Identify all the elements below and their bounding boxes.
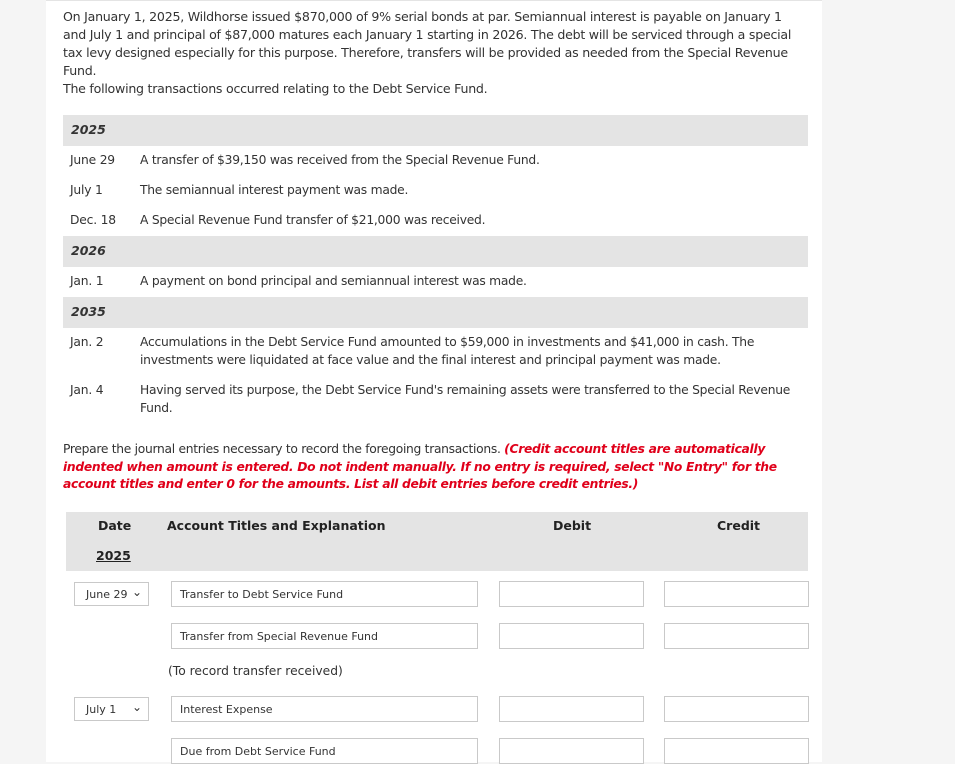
journal-header <box>66 512 808 571</box>
transactions-intro: The following transactions occurred relating to the Debt Service Fund. <box>63 81 488 96</box>
chevron-down-icon: ⌄ <box>131 700 142 714</box>
date-select-value: July 1 <box>86 703 117 716</box>
credit-input[interactable] <box>664 738 809 764</box>
year-band-2026 <box>63 236 808 267</box>
account-title-value: Transfer to Debt Service Fund <box>180 588 344 601</box>
account-title-input[interactable] <box>171 581 478 607</box>
transaction-date: Jan. 2 <box>70 335 104 349</box>
transaction-date: July 1 <box>70 183 103 197</box>
problem-statement: On January 1, 2025, Wildhorse issued $870,000 of 9% serial bonds at par. Semiannual interest is payable on January 1 and July 1 and principal of $87,000 matures each January 1 starting in 2026. The debt will be serviced through a special tax levy designed especially for this purpose. Therefore, transfers will be provided as needed from the Special Revenue Fund. <box>63 9 792 78</box>
debit-input[interactable] <box>499 738 644 764</box>
date-select-value: June 29 <box>86 588 128 601</box>
question-panel <box>46 0 822 762</box>
top-divider <box>46 0 822 1</box>
transaction-date: June 29 <box>70 153 115 167</box>
transaction-description: The semiannual interest payment was made. <box>140 183 409 197</box>
chevron-down-icon: ⌄ <box>131 585 142 599</box>
instructions <box>63 441 813 494</box>
debit-input[interactable] <box>499 623 644 649</box>
transaction-description: Accumulations in the Debt Service Fund amounted to $59,000 in investments and $41,000 in cash. The investments were liquidated at face value and the final interest and principal payment was made. <box>140 335 755 367</box>
year-label: 2026 <box>71 243 106 258</box>
account-title-value: Interest Expense <box>180 703 273 716</box>
col-account-header: Account Titles and Explanation <box>167 518 386 533</box>
credit-input[interactable] <box>664 581 809 607</box>
account-title-input[interactable] <box>171 623 478 649</box>
account-title-input[interactable] <box>171 696 478 722</box>
instructions-text: Prepare the journal entries necessary to record the foregoing transactions. <box>63 442 505 456</box>
col-debit-header: Debit <box>553 518 592 533</box>
debit-input[interactable] <box>499 581 644 607</box>
journal-year: 2025 <box>96 548 131 563</box>
year-label: 2035 <box>71 304 106 319</box>
transaction-description: A Special Revenue Fund transfer of $21,000 was received. <box>140 213 486 227</box>
transaction-description: A transfer of $39,150 was received from the Special Revenue Fund. <box>140 153 540 167</box>
entry-memo: (To record transfer received) <box>168 664 343 678</box>
transaction-description: Having served its purpose, the Debt Service Fund's remaining assets were transferred to the Special Revenue Fund. <box>140 383 791 415</box>
transaction-date: Jan. 4 <box>70 383 104 397</box>
col-credit-header: Credit <box>717 518 761 533</box>
date-select[interactable] <box>74 697 149 721</box>
year-label: 2025 <box>71 122 106 137</box>
transaction-description: A payment on bond principal and semiannual interest was made. <box>140 274 527 288</box>
year-band-2035 <box>63 297 808 328</box>
account-title-value: Transfer from Special Revenue Fund <box>180 630 379 643</box>
transaction-date: Jan. 1 <box>70 274 104 288</box>
account-title-input[interactable] <box>171 738 478 764</box>
col-date-header: Date <box>98 518 132 533</box>
date-select[interactable] <box>74 582 149 606</box>
year-band-2025 <box>63 115 808 146</box>
credit-input[interactable] <box>664 623 809 649</box>
debit-input[interactable] <box>499 696 644 722</box>
transaction-date: Dec. 18 <box>70 213 116 227</box>
credit-input[interactable] <box>664 696 809 722</box>
instructions-note: (Credit account titles are automatically indented when amount is entered. Do not indent manually. If no entry is required, select "No Entry" for the account titles and enter 0 for the amounts. List all debit entries before credit entries.) <box>63 442 777 491</box>
account-title-value: Due from Debt Service Fund <box>180 745 336 758</box>
